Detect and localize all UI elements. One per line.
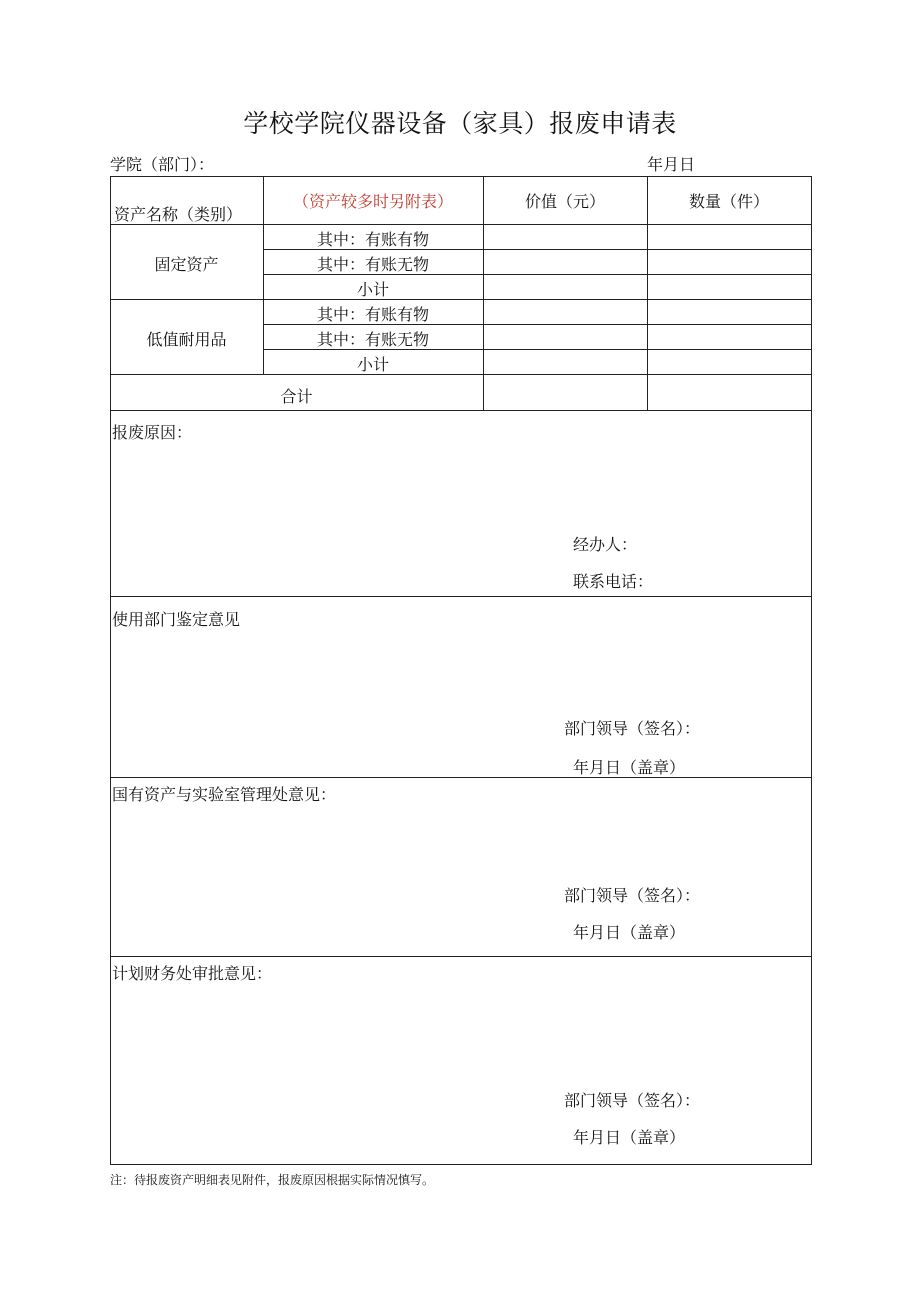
phone-label: 联系电话： — [573, 572, 654, 591]
finance-signer-label: 部门领导（签名）： — [564, 1091, 701, 1110]
group-low-value-label: 低值耐用品 — [146, 330, 227, 349]
asset-office-date-label: 年月日（盖章） — [573, 923, 686, 942]
total-label: 合计 — [280, 387, 313, 406]
department-label: 学院（部门）： — [110, 155, 215, 174]
group-fixed-assets-label: 固定资产 — [154, 255, 219, 274]
row-label: 其中：有账有物 — [316, 305, 429, 324]
row-label: 其中：有账有物 — [316, 230, 429, 249]
col-header-note: （资产较多时另附表） — [292, 192, 453, 211]
row-label: 其中：有账无物 — [316, 330, 429, 349]
date-label: 年月日 — [647, 155, 696, 174]
dept-signer-label: 部门领导（签名）： — [564, 719, 701, 738]
col-header-asset-name: 资产名称（类别） — [114, 205, 243, 224]
asset-office-signer-label: 部门领导（签名）： — [564, 886, 701, 905]
row-label-subtotal: 小计 — [356, 355, 389, 374]
row-label-subtotal: 小计 — [356, 280, 389, 299]
page-title: 学校学院仪器设备（家具）报废申请表 — [243, 109, 677, 138]
col-header-quantity: 数量（件） — [688, 192, 769, 211]
finance-date-label: 年月日（盖章） — [573, 1128, 686, 1147]
handler-label: 经办人： — [573, 535, 638, 554]
footnote: 注：待报废资产明细表见附件，报废原因根据实际情况慎写。 — [110, 1173, 435, 1187]
dept-date-label: 年月日（盖章） — [573, 758, 686, 777]
col-header-value: 价值（元） — [524, 192, 605, 211]
finance-opinion-label: 计划财务处审批意见： — [112, 964, 273, 983]
reason-label: 报废原因： — [112, 423, 193, 442]
dept-opinion-label: 使用部门鉴定意见 — [112, 610, 241, 629]
row-label: 其中：有账无物 — [316, 255, 429, 274]
asset-office-opinion-label: 国有资产与实验室管理处意见： — [112, 785, 337, 804]
